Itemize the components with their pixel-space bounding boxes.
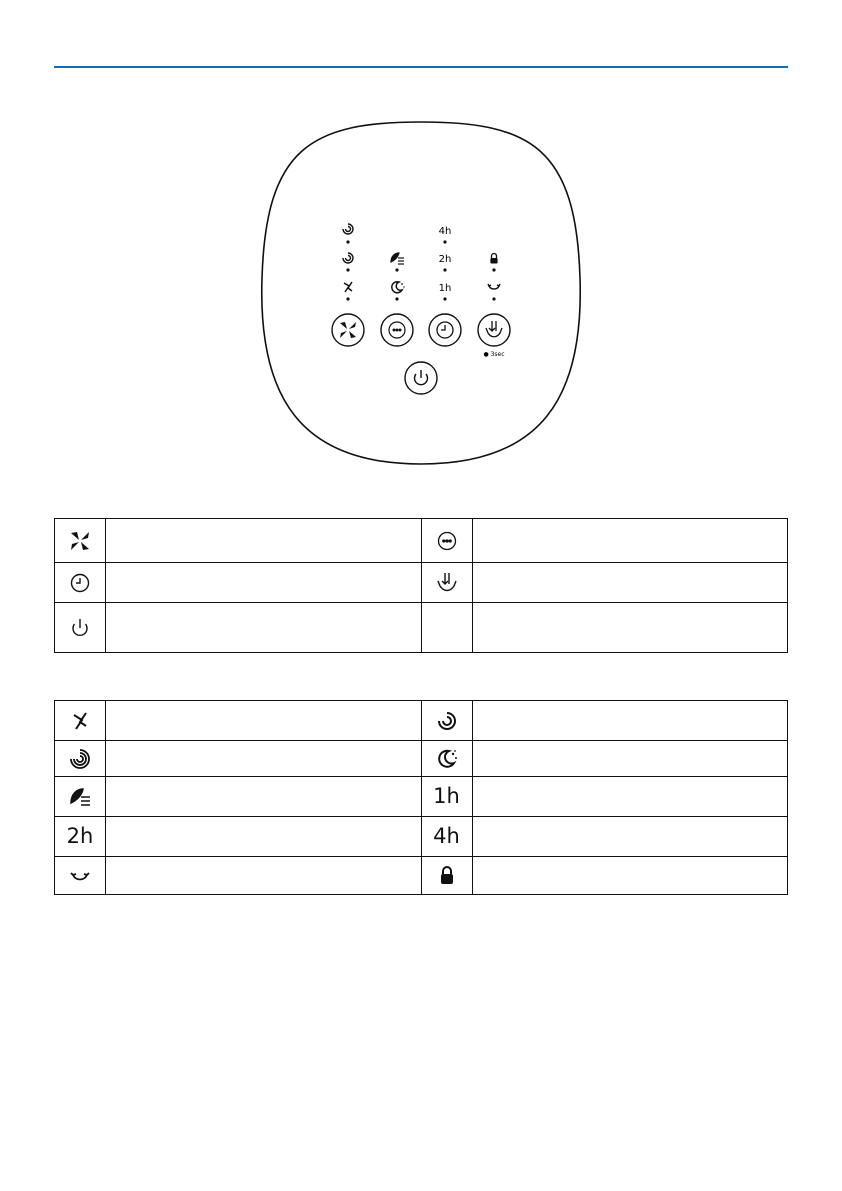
sleep-mode-icon (392, 282, 405, 293)
description-cell (106, 563, 422, 603)
timer-4h-label: 4h (438, 226, 452, 237)
icon-cell (55, 857, 106, 895)
timer-icon (69, 572, 91, 594)
oscillation-icon (435, 571, 459, 595)
description-cell (472, 817, 788, 857)
speed-low-icon (69, 710, 91, 732)
icon-cell (55, 701, 106, 741)
description-cell (106, 603, 422, 653)
indicator-dot (395, 268, 398, 271)
mode-button[interactable] (381, 314, 413, 346)
speed-high-icon (343, 224, 353, 234)
oscillation-indicator-icon (488, 284, 500, 289)
indicator-dot (492, 268, 495, 271)
description-cell (472, 857, 788, 895)
timer-1h-label: 1h (433, 784, 460, 808)
description-cell (472, 701, 788, 741)
fan-speed-icon (69, 530, 91, 552)
description-cell (106, 519, 422, 563)
icon-cell (421, 777, 472, 817)
icon-cell (421, 603, 472, 653)
icon-cell (55, 741, 106, 777)
table-row (55, 857, 788, 895)
natural-wind-icon (391, 253, 404, 264)
natural-wind-icon (68, 786, 92, 808)
speed-medium-icon (343, 253, 353, 263)
indicators-legend-table (54, 700, 788, 895)
description-cell (106, 817, 422, 857)
lock-icon (490, 254, 497, 264)
icon-cell (55, 563, 106, 603)
speed-medium-icon (436, 710, 458, 732)
icon-cell (55, 603, 106, 653)
panel-outline (262, 122, 581, 464)
icon-cell (421, 817, 472, 857)
table-row (55, 603, 788, 653)
icon-cell (421, 857, 472, 895)
description-cell (472, 519, 788, 563)
speed-high-icon (69, 748, 91, 770)
description-cell (472, 563, 788, 603)
indicator-dot (443, 297, 446, 300)
description-cell (106, 777, 422, 817)
power-button[interactable] (405, 362, 437, 394)
table-row (55, 817, 788, 857)
table-row (55, 777, 788, 817)
timer-2h-label: 2h (66, 824, 94, 848)
timer-4h-label: 4h (433, 824, 460, 848)
timer-1h-label: 1h (438, 283, 452, 294)
table-row (55, 563, 788, 603)
description-cell (106, 857, 422, 895)
oscillation-indicator-icon (69, 870, 91, 884)
timer-2h-label: 2h (438, 254, 452, 265)
description-cell (106, 741, 422, 777)
control-panel-illustration (256, 118, 586, 468)
buttons-legend-table (54, 518, 788, 653)
mode-icon (436, 530, 458, 552)
indicator-dot (492, 297, 495, 300)
icon-cell (421, 741, 472, 777)
oscillation-button[interactable] (478, 314, 510, 346)
indicator-dot (346, 297, 349, 300)
description-cell (106, 701, 422, 741)
icon-cell (421, 563, 472, 603)
speed-low-icon (344, 282, 352, 292)
indicator-dot (346, 240, 349, 243)
fan-speed-button[interactable] (332, 314, 364, 346)
lock-icon (437, 865, 457, 887)
table-row (55, 519, 788, 563)
power-icon (69, 617, 91, 639)
table-row (55, 701, 788, 741)
timer-button[interactable] (429, 314, 461, 346)
icon-cell (421, 701, 472, 741)
sleep-mode-icon (436, 748, 458, 770)
header-rule (54, 66, 788, 68)
icon-cell (421, 519, 472, 563)
indicator-dot (443, 240, 446, 243)
icon-cell (55, 817, 106, 857)
description-cell (472, 741, 788, 777)
indicator-dot (443, 268, 446, 271)
table-row (55, 741, 788, 777)
icon-cell (55, 777, 106, 817)
icon-cell (55, 519, 106, 563)
indicator-dot (395, 297, 398, 300)
lock-hint: ● 3sec (483, 351, 505, 358)
description-cell (472, 777, 788, 817)
description-cell (472, 603, 788, 653)
indicator-dot (346, 268, 349, 271)
